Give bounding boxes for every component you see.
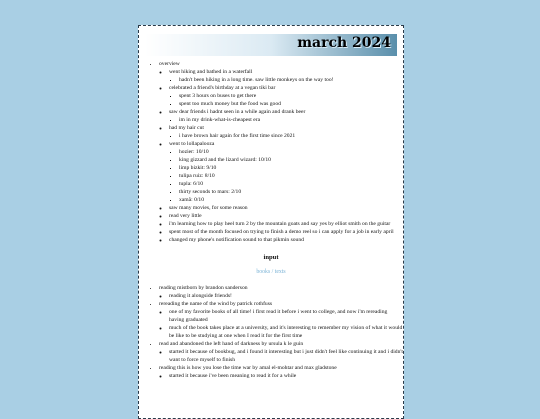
sub-list-item: ▪ king gizzard and the lizard wizard: 10/10 [179, 156, 403, 164]
sub-list [159, 372, 403, 380]
sub-list-item: ▪ spent too much money but the food was good [179, 100, 403, 108]
sub-list-item: ▪ hozier: 10/10 [179, 148, 403, 156]
sub-list [159, 308, 403, 340]
sub-list [169, 116, 403, 124]
list-item [169, 212, 403, 220]
sub-list [159, 292, 403, 300]
list-item-text: rereading the name of the wind by patrick rothfuss [159, 301, 273, 307]
page-title: march 2024 [297, 35, 391, 51]
sub-list-item: ◦ reading it alongside friends! [169, 292, 403, 300]
list-item [169, 204, 403, 212]
list-item [169, 220, 403, 228]
overview-list [139, 60, 403, 244]
sub-list-item: ◦ much of the book takes place at a university, and it's interesting to remember my vision of what it would be like to be studying at one when I read it for the first time [169, 324, 403, 340]
list-item-text: read very little [169, 213, 202, 219]
sub-list-item: ▪ spent 3 hours on buses to get there [179, 92, 403, 100]
list-item [169, 108, 403, 124]
sub-list [159, 348, 403, 364]
journal-page [138, 25, 404, 419]
list-item-text: reading this is how you lose the time war by amal el-mohtar and max gladstone [159, 365, 337, 371]
list-item-text: changed my phone's notification sound to that pikmin sound [169, 237, 304, 243]
sub-list-item: ▪ tupla: 6/10 [179, 180, 403, 188]
sub-list-item: ▪ xamã: 0/10 [179, 196, 403, 204]
list-item-text: read and abandoned the left hand of darkness by ursula k le guin [159, 341, 304, 347]
sub-list [169, 148, 403, 204]
list-item-text: had my hair cut [169, 125, 204, 131]
list-item-text: went to lollapalooza [169, 141, 215, 147]
sub-list-item: ▪ limp bizkit: 9/10 [179, 164, 403, 172]
list-item [169, 68, 403, 84]
input-heading: input [263, 254, 279, 261]
sub-list-item: ▪ tulipa ruiz: 8/10 [179, 172, 403, 180]
list-item-text: saw dear friends i hadnt seen in a while again and drank beer [169, 109, 306, 115]
list-item [159, 364, 403, 380]
list-item-text: i'm learning how to play heel turn 2 by the mountain goats and say yes by elliot smith on the guitar [169, 221, 391, 227]
sub-list-item: ▪ thirty seconds to mars: 2/10 [179, 188, 403, 196]
sub-list [169, 92, 403, 108]
overview-items [159, 68, 403, 244]
overview-label: overview [159, 61, 180, 67]
list-item-text: went hiking and bathed in a waterfall [169, 69, 253, 75]
list-item [169, 228, 403, 236]
overview-heading [159, 60, 403, 244]
list-item-text: saw many movies, for some reason [169, 205, 248, 211]
journal-content [139, 60, 403, 380]
sub-list-item: ◦ started it because i've been meaning to read it for a while [169, 372, 403, 380]
list-item [169, 236, 403, 244]
sub-list [169, 132, 403, 140]
sub-list-item: ◦ one of my favorite books of all time! i first read it before i went to college, and now i'm rereading having graduated [169, 308, 403, 324]
books-texts-link[interactable]: books / texts [256, 269, 286, 275]
list-item [159, 284, 403, 300]
list-item [169, 124, 403, 140]
list-item [169, 84, 403, 108]
header-banner [145, 34, 397, 56]
list-item [159, 300, 403, 340]
list-item-text: reading mistborn by brandon sanderson [159, 285, 248, 291]
sub-list-item: ▪ im in my drink-what-is-cheapest era [179, 116, 403, 124]
list-item-text: spent most of the month focused on trying to finish a demo reel so i can apply for a job in early april [169, 229, 394, 235]
list-item [169, 140, 403, 204]
sub-list-item: ▪ hadn't been hiking in a long time. saw little monkeys on the way too! [179, 76, 403, 84]
sub-list-item: ◦ started it because of bookbug, and i found it interesting but i just didn't feel like continuing it and i didn't want to force myself to finish [169, 348, 403, 364]
sub-list [169, 76, 403, 84]
list-item-text: celebrated a friend's birthday at a vegan tiki bar [169, 85, 276, 91]
input-list [139, 284, 403, 380]
sub-list-item: ▪ i have brown hair again for the first time since 2021 [179, 132, 403, 140]
list-item [159, 340, 403, 364]
